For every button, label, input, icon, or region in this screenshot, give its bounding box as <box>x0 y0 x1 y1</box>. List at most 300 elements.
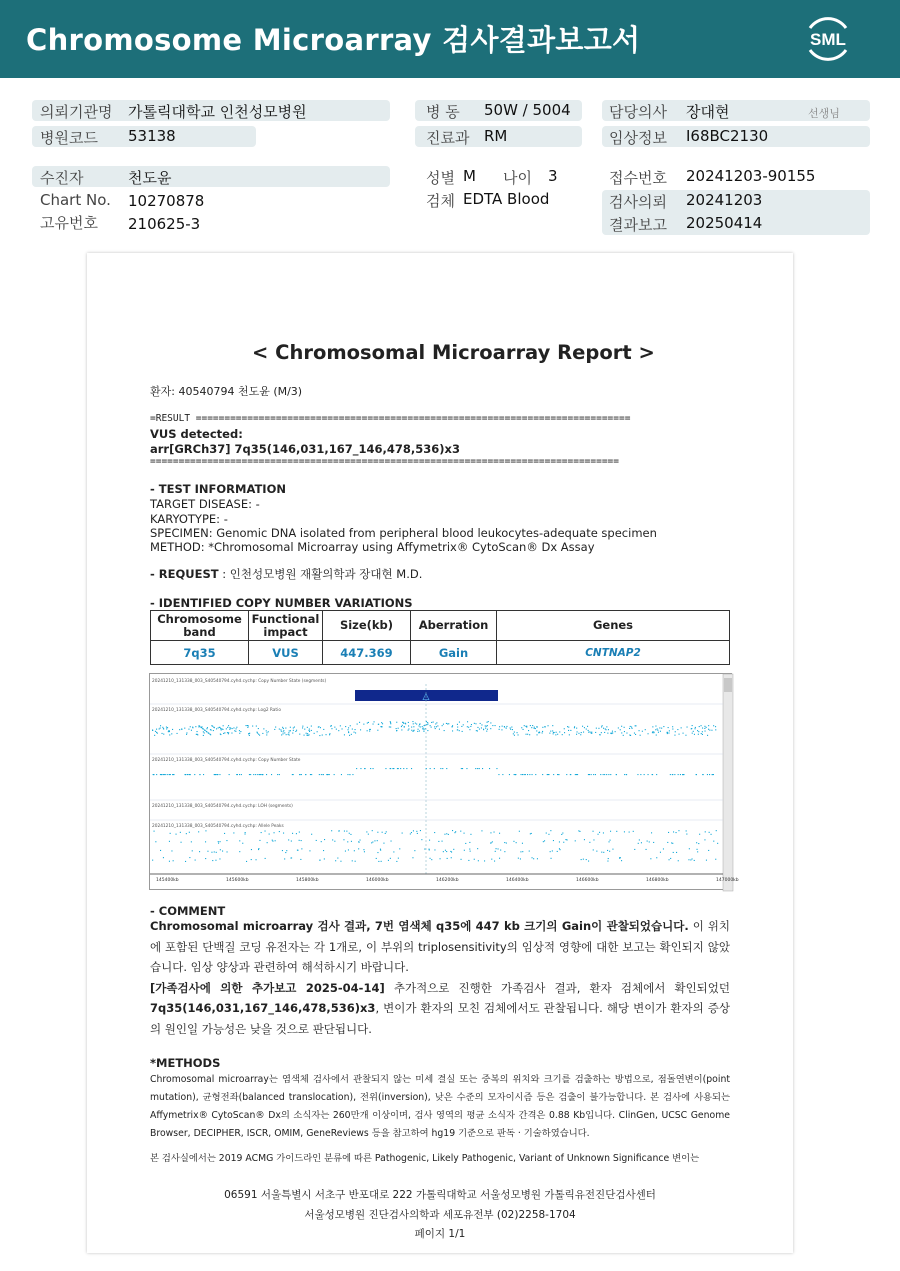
probe-point <box>518 734 519 735</box>
probe-point <box>263 728 264 729</box>
probe-point <box>257 774 258 775</box>
probe-point <box>405 723 406 724</box>
probe-point <box>543 841 544 842</box>
probe-point <box>386 831 387 832</box>
probe-point <box>652 732 653 733</box>
probe-point <box>411 727 412 728</box>
probe-point <box>678 774 679 775</box>
probe-point <box>518 858 519 859</box>
probe-point <box>418 729 419 730</box>
probe-point <box>218 841 219 842</box>
probe-point <box>173 860 174 861</box>
doctor-value: 장대현 <box>686 103 730 121</box>
probe-point <box>258 849 259 850</box>
probe-point <box>489 768 490 769</box>
probe-point <box>382 723 383 724</box>
probe-point <box>162 727 163 728</box>
probe-point <box>502 774 503 775</box>
probe-point <box>626 733 627 734</box>
probe-point <box>283 733 284 734</box>
probe-point <box>474 723 475 724</box>
probe-point <box>294 727 295 728</box>
probe-point <box>207 851 208 852</box>
probe-point <box>542 731 543 732</box>
probe-point <box>533 858 534 859</box>
probe-point <box>210 734 211 735</box>
receipt-label: 접수번호 <box>609 169 667 187</box>
probe-point <box>510 729 511 730</box>
probe-point <box>241 774 242 775</box>
probe-point <box>616 831 617 832</box>
probe-point <box>246 861 247 862</box>
probe-point <box>596 851 597 852</box>
probe-point <box>250 774 251 775</box>
probe-point <box>648 733 649 734</box>
probe-point <box>272 841 273 842</box>
probe-point <box>464 833 465 834</box>
probe-point <box>381 726 382 727</box>
probe-point <box>319 774 320 775</box>
probe-point <box>680 774 681 775</box>
probe-point <box>487 722 488 723</box>
probe-point <box>281 731 282 732</box>
probe-point <box>345 726 346 727</box>
probe-point <box>380 850 381 851</box>
probe-point <box>191 841 192 842</box>
probe-point <box>615 731 616 732</box>
probe-point <box>660 852 661 853</box>
probe-point <box>644 774 645 775</box>
probe-point <box>228 733 229 734</box>
probe-point <box>274 729 275 730</box>
probe-point <box>268 731 269 732</box>
probe-point <box>350 834 351 835</box>
probe-point <box>444 730 445 731</box>
probe-point <box>715 859 716 860</box>
probe-point <box>624 774 625 775</box>
probe-point <box>524 725 525 726</box>
probe-point <box>476 730 477 731</box>
probe-point <box>292 833 293 834</box>
probe-point <box>396 722 397 723</box>
probe-point <box>557 734 558 735</box>
probe-point <box>486 726 487 727</box>
probe-point <box>413 730 414 731</box>
age-label: 나이 <box>503 169 532 187</box>
institution-label: 의뢰기관명 <box>40 103 113 121</box>
probe-point <box>526 726 527 727</box>
probe-point <box>252 726 253 727</box>
probe-point <box>198 726 199 727</box>
probe-point <box>474 859 475 860</box>
probe-point <box>334 841 335 842</box>
probe-point <box>360 840 361 841</box>
axis-tick-label: 146000kb <box>366 878 389 883</box>
probe-point <box>442 841 443 842</box>
probe-point <box>659 727 660 728</box>
probe-point <box>496 848 497 849</box>
probe-point <box>519 831 520 832</box>
probe-point <box>240 731 241 732</box>
probe-point <box>430 725 431 726</box>
probe-point <box>420 726 421 727</box>
probe-point <box>261 832 262 833</box>
probe-point <box>169 861 170 862</box>
probe-point <box>309 850 310 851</box>
probe-point <box>218 843 219 844</box>
probe-point <box>606 729 607 730</box>
probe-point <box>631 727 632 728</box>
probe-point <box>229 729 230 730</box>
probe-point <box>262 733 263 734</box>
probe-point <box>321 774 322 775</box>
probe-point <box>203 729 204 730</box>
probe-point <box>427 724 428 725</box>
probe-point <box>307 727 308 728</box>
probe-point <box>486 731 487 732</box>
probe-point <box>374 721 375 722</box>
probe-point <box>223 725 224 726</box>
probe-point <box>377 840 378 841</box>
probe-point <box>152 730 153 731</box>
probe-point <box>363 724 364 725</box>
probe-point <box>352 729 353 730</box>
probe-point <box>482 768 483 769</box>
probe-point <box>293 730 294 731</box>
doctor-suffix: 선생님 <box>808 107 840 120</box>
probe-point <box>600 774 601 775</box>
probe-point <box>314 733 315 734</box>
probe-point <box>402 725 403 726</box>
probe-point <box>542 732 543 733</box>
probe-point <box>514 732 515 733</box>
institution-value: 가톨릭대학교 인천성모병원 <box>128 103 307 121</box>
probe-point <box>282 727 283 728</box>
probe-point <box>396 730 397 731</box>
probe-point <box>697 730 698 731</box>
probe-point <box>453 849 454 850</box>
probe-point <box>351 841 352 842</box>
cnv-table-header <box>151 611 730 641</box>
probe-point <box>282 850 283 851</box>
probe-point <box>492 841 493 842</box>
comment-text-2: 추가적으로 진행한 가족검사 결과, 환자 검체에서 확인되었던 <box>384 980 731 995</box>
probe-point <box>354 732 355 733</box>
probe-point <box>249 733 250 734</box>
probe-point <box>655 726 656 727</box>
probe-point <box>548 725 549 726</box>
probe-point <box>393 851 394 852</box>
probe-point <box>275 727 276 728</box>
probe-point <box>156 732 157 733</box>
probe-point <box>610 831 611 832</box>
probe-point <box>553 840 554 841</box>
probe-point <box>697 851 698 852</box>
probe-point <box>470 726 471 727</box>
probe-point <box>715 729 716 730</box>
probe-point <box>233 727 234 728</box>
probe-point <box>542 727 543 728</box>
probe-point <box>396 728 397 729</box>
probe-point <box>629 832 630 833</box>
probe-point <box>301 774 302 775</box>
probe-point <box>286 734 287 735</box>
probe-point <box>354 850 355 851</box>
probe-point <box>189 857 190 858</box>
probe-point <box>355 729 356 730</box>
probe-point <box>220 728 221 729</box>
probe-point <box>648 774 649 775</box>
probe-point <box>346 831 347 832</box>
probe-point <box>319 735 320 736</box>
probe-point <box>669 859 670 860</box>
probe-point <box>717 843 718 844</box>
probe-point <box>462 731 463 732</box>
probe-point <box>522 774 523 775</box>
probe-point <box>536 726 537 727</box>
probe-point <box>363 849 364 850</box>
probe-point <box>403 768 404 769</box>
probe-point <box>532 857 533 858</box>
probe-point <box>195 860 196 861</box>
probe-point <box>232 728 233 729</box>
probe-point <box>215 860 216 861</box>
probe-point <box>291 841 292 842</box>
probe-point <box>285 728 286 729</box>
probe-point <box>347 774 348 775</box>
probe-point <box>163 734 164 735</box>
probe-point <box>694 734 695 735</box>
probe-point <box>299 840 300 841</box>
probe-point <box>496 768 497 769</box>
probe-point <box>352 860 353 861</box>
probe-point <box>557 851 558 852</box>
probe-point <box>595 732 596 733</box>
probe-point <box>378 861 379 862</box>
probe-point <box>234 730 235 731</box>
probe-point <box>582 726 583 727</box>
probe-point <box>552 730 553 731</box>
probe-point <box>190 726 191 727</box>
probe-point <box>692 858 693 859</box>
probe-point <box>171 733 172 734</box>
probe-point <box>477 727 478 728</box>
probe-point <box>430 768 431 769</box>
probe-point <box>190 774 191 775</box>
probe-point <box>699 726 700 727</box>
probe-point <box>575 840 576 841</box>
probe-point <box>227 851 228 852</box>
probe-point <box>529 851 530 852</box>
probe-point <box>265 858 266 859</box>
probe-point <box>401 729 402 730</box>
probe-point <box>367 730 368 731</box>
probe-point <box>172 729 173 730</box>
probe-point <box>288 734 289 735</box>
probe-point <box>286 850 287 851</box>
probe-point <box>624 831 625 832</box>
probe-point <box>532 774 533 775</box>
probe-point <box>239 730 240 731</box>
probe-point <box>670 774 671 775</box>
probe-point <box>208 733 209 734</box>
probe-point <box>634 733 635 734</box>
probe-point <box>242 843 243 844</box>
probe-point <box>452 726 453 727</box>
probe-point <box>185 774 186 775</box>
probe-point <box>404 727 405 728</box>
probe-point <box>219 727 220 728</box>
probe-point <box>364 851 365 852</box>
probe-point <box>542 774 543 775</box>
probe-point <box>369 729 370 730</box>
probe-point <box>169 774 170 775</box>
probe-point <box>685 735 686 736</box>
probe-point <box>338 730 339 731</box>
comment-bold-2: [가족검사에 의한 추가보고 2025-04-14] <box>150 980 385 995</box>
probe-point <box>296 730 297 731</box>
probe-point <box>279 774 280 775</box>
probe-point <box>249 735 250 736</box>
probe-point <box>166 728 167 729</box>
probe-point <box>601 732 602 733</box>
probe-point <box>646 849 647 850</box>
probe-point <box>589 774 590 775</box>
probe-point <box>656 857 657 858</box>
probe-point <box>553 732 554 733</box>
probe-point <box>630 726 631 727</box>
probe-point <box>369 731 370 732</box>
probe-point <box>479 768 480 769</box>
probe-point <box>304 735 305 736</box>
probe-point <box>344 831 345 832</box>
probe-point <box>494 832 495 833</box>
probe-point <box>502 726 503 727</box>
probe-point <box>701 725 702 726</box>
probe-point <box>693 731 694 732</box>
probe-point <box>398 728 399 729</box>
probe-point <box>412 857 413 858</box>
probe-point <box>548 834 549 835</box>
probe-point <box>477 848 478 849</box>
patient-row-bg <box>32 166 390 187</box>
probe-point <box>588 774 589 775</box>
probe-point <box>221 729 222 730</box>
probe-point <box>696 774 697 775</box>
probe-point <box>521 727 522 728</box>
methods-body <box>150 1071 730 1143</box>
probe-point <box>492 725 493 726</box>
probe-point <box>514 735 515 736</box>
probe-point <box>713 841 714 842</box>
probe-point <box>160 774 161 775</box>
probe-point <box>160 725 161 726</box>
probe-point <box>640 735 641 736</box>
col-chromosome-band: Chromosome band <box>151 611 249 641</box>
probe-point <box>715 726 716 727</box>
probe-point <box>382 832 383 833</box>
cell-size: 447.369 <box>323 641 411 665</box>
probe-point <box>180 832 181 833</box>
probe-point <box>603 832 604 833</box>
probe-point <box>681 727 682 728</box>
probe-point <box>652 731 653 732</box>
probe-point <box>348 729 349 730</box>
probe-point <box>462 768 463 769</box>
probe-point <box>688 859 689 860</box>
probe-point <box>284 858 285 859</box>
probe-point <box>459 722 460 723</box>
probe-point <box>596 728 597 729</box>
probe-point <box>356 768 357 769</box>
probe-point <box>265 831 266 832</box>
probe-point <box>484 860 485 861</box>
probe-point <box>156 774 157 775</box>
plot-scrollbar <box>723 674 733 891</box>
probe-point <box>583 859 584 860</box>
probe-point <box>598 834 599 835</box>
probe-point <box>164 774 165 775</box>
probe-point <box>324 839 325 840</box>
probe-point <box>271 774 272 775</box>
probe-point <box>186 833 187 834</box>
probe-point <box>431 722 432 723</box>
probe-point <box>439 729 440 730</box>
probe-point <box>230 728 231 729</box>
probe-point <box>483 729 484 730</box>
probe-point <box>322 735 323 736</box>
probe-point <box>639 730 640 731</box>
probe-point <box>555 734 556 735</box>
probe-point <box>413 830 414 831</box>
probe-point <box>233 832 234 833</box>
probe-point <box>612 732 613 733</box>
probe-point <box>620 729 621 730</box>
probe-point <box>651 832 652 833</box>
chart-label: Chart No. <box>40 191 111 209</box>
probe-point <box>289 730 290 731</box>
probe-point <box>587 726 588 727</box>
probe-point <box>349 774 350 775</box>
probe-point <box>352 774 353 775</box>
probe-point <box>658 732 659 733</box>
probe-point <box>450 851 451 852</box>
probe-point <box>667 733 668 734</box>
probe-point <box>390 722 391 723</box>
probe-point <box>279 729 280 730</box>
probe-point <box>427 730 428 731</box>
probe-point <box>672 729 673 730</box>
probe-point <box>544 840 545 841</box>
report-heading: < Chromosomal Microarray Report > <box>252 341 655 364</box>
probe-point <box>345 851 346 852</box>
probe-point <box>654 732 655 733</box>
probe-point <box>695 727 696 728</box>
probe-point <box>461 768 462 769</box>
probe-point <box>653 842 654 843</box>
probe-point <box>549 733 550 734</box>
probe-point <box>581 859 582 860</box>
probe-point <box>231 733 232 734</box>
probe-point <box>443 851 444 852</box>
probe-point <box>309 729 310 730</box>
probe-point <box>202 726 203 727</box>
probe-point <box>319 860 320 861</box>
probe-point <box>444 834 445 835</box>
probe-point <box>196 734 197 735</box>
probe-point <box>217 774 218 775</box>
probe-point <box>383 843 384 844</box>
